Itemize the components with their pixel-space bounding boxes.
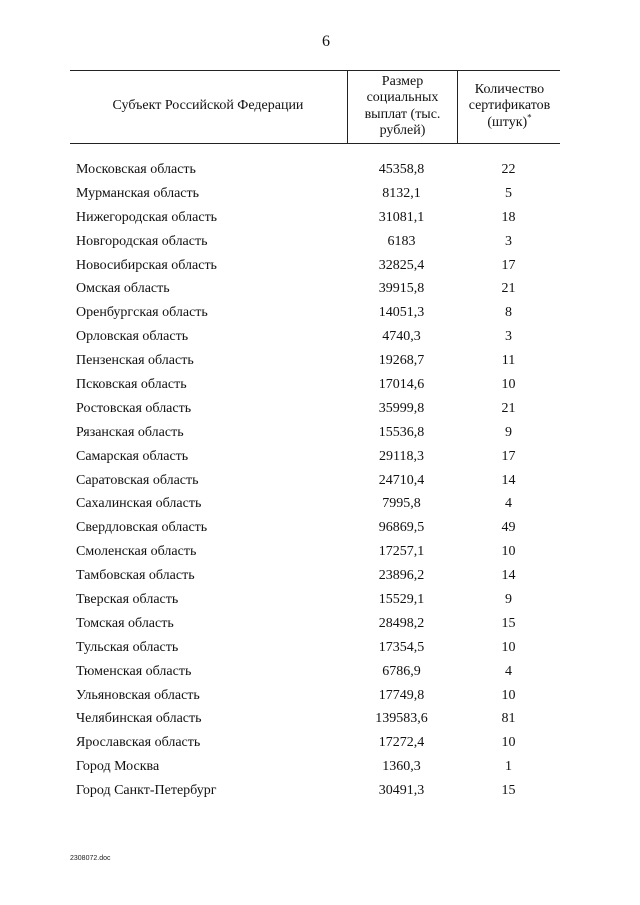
cell-subject: Мурманская область: [76, 185, 200, 201]
cell-amount: 24710,4: [378, 472, 425, 488]
cell-subject: Ульяновская область: [76, 687, 200, 703]
cell-amount: 29118,3: [379, 448, 424, 464]
cell-amount: 35999,8: [378, 400, 425, 416]
cell-count: 1: [505, 759, 512, 775]
cell-count: 17: [501, 257, 516, 273]
cell-subject: Сахалинская область: [76, 496, 202, 512]
header-count-text: Количество сертификатов (штук): [468, 81, 551, 130]
cell-subject: Ростовская область: [76, 400, 192, 416]
cell-amount: 4740,3: [382, 329, 421, 345]
cell-subject: Пензенская область: [76, 353, 194, 369]
table-row: [70, 612, 560, 636]
cell-subject: Новосибирская область: [76, 257, 217, 273]
table-row: [70, 684, 560, 708]
cell-count: 22: [501, 162, 516, 177]
table-row: [70, 540, 560, 564]
cell-count: 9: [505, 424, 512, 440]
cell-amount: 32825,4: [378, 257, 425, 273]
cell-amount: 14051,3: [378, 305, 425, 321]
cell-subject: Город Москва: [76, 759, 160, 775]
cell-subject: Орловская область: [76, 329, 189, 345]
cell-subject: Нижегородская область: [76, 209, 218, 225]
cell-count: 21: [501, 281, 516, 297]
table-row: [70, 588, 560, 612]
table-row: [70, 349, 560, 373]
cell-count: 4: [505, 496, 512, 512]
cell-amount: 6183: [387, 233, 416, 249]
cell-subject: Псковская область: [76, 377, 187, 393]
cell-amount: 19268,7: [378, 353, 425, 369]
cell-count: 10: [501, 639, 516, 655]
cell-amount: 45358,8: [378, 162, 425, 177]
cell-amount: 39915,8: [378, 281, 425, 297]
table-row: [70, 564, 560, 588]
header-amount: [347, 70, 457, 143]
cell-amount: 15536,8: [378, 424, 425, 440]
table-row: [70, 421, 560, 445]
cell-subject: Самарская область: [76, 448, 189, 464]
cell-count: 8: [505, 305, 512, 321]
cell-count: 3: [505, 233, 512, 249]
cell-subject: Город Санкт-Петербург: [76, 783, 217, 799]
table-row: [70, 158, 560, 182]
cell-amount: 17014,6: [378, 377, 425, 393]
cell-count: 17: [501, 448, 516, 464]
cell-count: 10: [501, 735, 516, 751]
table-row: [70, 516, 560, 540]
table-row: [70, 445, 560, 469]
cell-subject: Тюменская область: [76, 663, 192, 679]
cell-count: 14: [501, 472, 516, 488]
footer-doc-name: 2308072.doc: [70, 855, 111, 862]
cell-count: 11: [501, 353, 516, 369]
cell-subject: Омская область: [76, 281, 170, 297]
cell-subject: Челябинская область: [76, 711, 202, 727]
header-amount-label: Размер социальных выплат (тыс. рублей): [364, 73, 441, 138]
cell-subject: Свердловская область: [76, 520, 208, 536]
header-count: [457, 70, 561, 143]
cell-amount: 96869,5: [378, 520, 425, 536]
cell-amount: 17749,8: [378, 687, 425, 703]
cell-amount: 7995,8: [382, 496, 421, 512]
cell-count: 81: [501, 711, 516, 727]
table-row: [70, 636, 560, 660]
table-row: [70, 397, 560, 421]
cell-count: 10: [501, 687, 516, 703]
table-row: [70, 206, 560, 230]
cell-amount: 30491,3: [378, 783, 425, 799]
cell-count: 49: [501, 520, 516, 536]
cell-amount: 17272,4: [378, 735, 425, 751]
cell-amount: 8132,1: [382, 185, 421, 201]
header-count-label: [462, 82, 558, 132]
cell-subject: Тверская область: [76, 592, 179, 608]
cell-subject: Ярославская область: [76, 735, 201, 751]
cell-subject: Тульская область: [76, 639, 179, 655]
cell-amount: 15529,1: [378, 592, 425, 608]
cell-count: 3: [505, 329, 512, 345]
cell-count: 14: [501, 568, 516, 584]
cell-subject: Смоленская область: [76, 544, 197, 560]
table-row: [70, 254, 560, 278]
header-subject: [70, 70, 346, 143]
table-row: [70, 755, 560, 779]
cell-count: 4: [505, 663, 512, 679]
header-subject-label: Субъект Российской Федерации: [112, 98, 304, 114]
cell-count: 10: [501, 377, 516, 393]
table-row: [70, 230, 560, 254]
cell-count: 15: [501, 783, 516, 799]
cell-subject: Томская область: [76, 615, 174, 631]
cell-subject: Рязанская область: [76, 424, 184, 440]
cell-count: 5: [505, 185, 512, 201]
table-row: [70, 779, 560, 803]
table-row: [70, 469, 560, 493]
table-row: [70, 373, 560, 397]
cell-amount: 17354,5: [378, 639, 425, 655]
cell-subject: Саратовская область: [76, 472, 199, 488]
table-row: [70, 301, 560, 325]
cell-amount: 23896,2: [378, 568, 425, 584]
cell-count: 10: [501, 544, 516, 560]
table-row: [70, 731, 560, 755]
table-row: [70, 492, 560, 516]
page-number: 6: [322, 33, 330, 50]
cell-amount: 31081,1: [378, 209, 425, 225]
cell-amount: 6786,9: [382, 663, 421, 679]
cell-amount: 1360,3: [382, 759, 421, 775]
table-row: [70, 707, 560, 731]
table-row: [70, 277, 560, 301]
cell-count: 15: [501, 615, 516, 631]
cell-subject: Оренбургская область: [76, 305, 208, 321]
cell-subject: Тамбовская область: [76, 568, 195, 584]
cell-subject: Московская область: [76, 162, 196, 177]
table-row: [70, 660, 560, 684]
cell-amount: 139583,6: [375, 711, 428, 727]
table-row: [70, 325, 560, 349]
cell-subject: Новгородская область: [76, 233, 208, 249]
cell-amount: 17257,1: [378, 544, 425, 560]
table-body: [70, 158, 560, 803]
header-count-footnote-mark: *: [527, 112, 532, 123]
cell-count: 21: [501, 400, 516, 416]
cell-amount: 28498,2: [378, 615, 425, 631]
table-row: [70, 182, 560, 206]
table-header-row: [70, 70, 560, 143]
table-header-rule: [70, 143, 560, 144]
cell-count: 9: [505, 592, 512, 608]
cell-count: 18: [501, 209, 516, 225]
